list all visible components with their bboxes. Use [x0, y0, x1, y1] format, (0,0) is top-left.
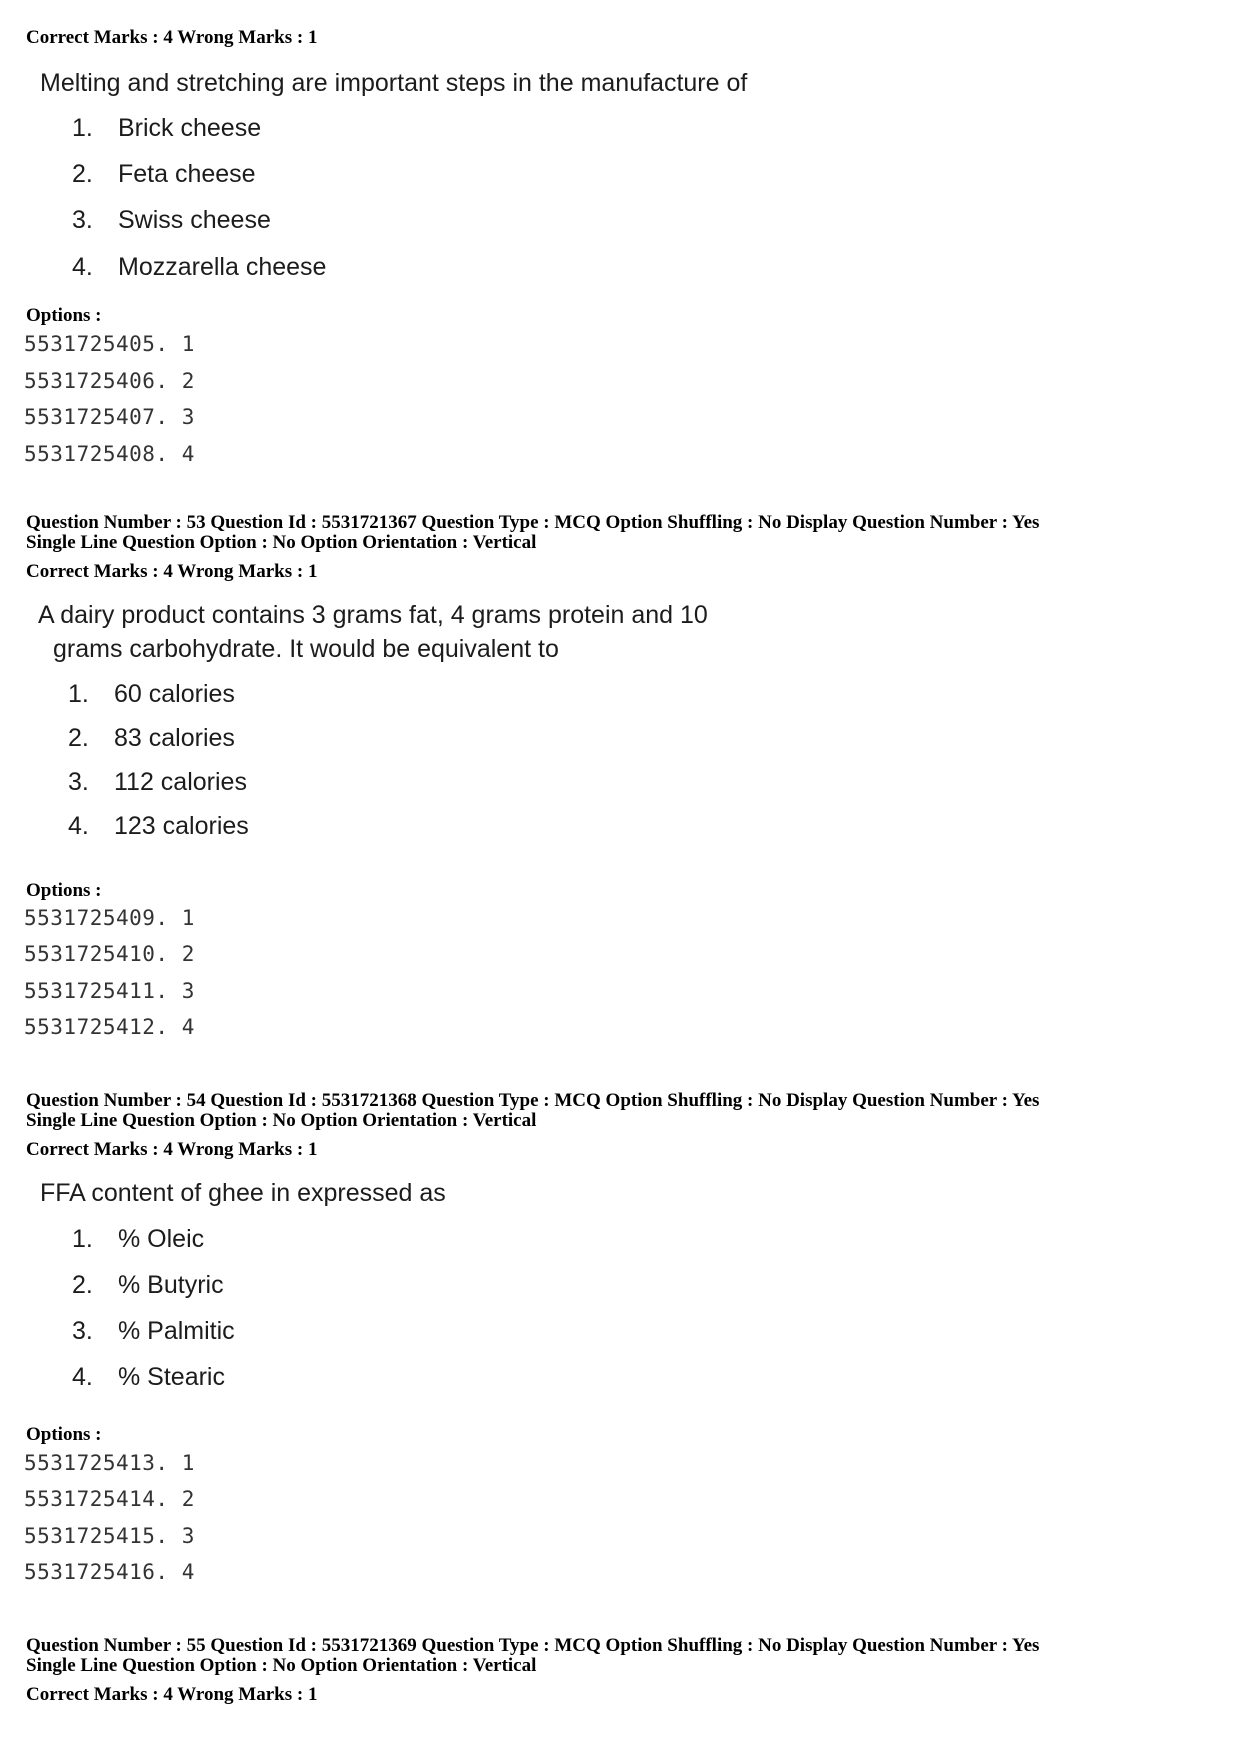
q52-choice-2: 2. Feta cheese — [72, 160, 256, 188]
q52-marks: Correct Marks : 4 Wrong Marks : 1 — [26, 27, 318, 48]
q54-header-line1: Question Number : 54 Question Id : 5531721368 Question Type : MCQ Option Shuffling : No Display Question Number : Yes — [26, 1090, 1040, 1111]
q52-choice-1: 1. Brick cheese — [72, 114, 262, 142]
q53-question-line1: A dairy product contains 3 grams fat, 4 grams protein and 10 — [38, 601, 708, 629]
q54-choice-1: 1. % Oleic — [72, 1225, 205, 1253]
q52-option-4: 5531725408. 4 — [24, 442, 195, 466]
q53-choice-1: 1. 60 calories — [68, 680, 235, 708]
q53-choice-2: 2. 83 calories — [68, 724, 235, 752]
q54-option-3: 5531725415. 3 — [24, 1524, 195, 1548]
q52-choice-4: 4. Mozzarella cheese — [72, 253, 327, 281]
q54-marks: Correct Marks : 4 Wrong Marks : 1 — [26, 1139, 318, 1160]
q53-question-image — [38, 598, 708, 666]
q52-option-1: 5531725405. 1 — [24, 332, 195, 356]
q53-choice-3: 3. 112 calories — [68, 768, 247, 796]
q53-header-line1: Question Number : 53 Question Id : 5531721367 Question Type : MCQ Option Shuffling : No Display Question Number : Yes — [26, 512, 1040, 533]
q52-choice-3: 3. Swiss cheese — [72, 206, 271, 234]
q53-options-label: Options : — [26, 880, 102, 901]
q52-question-image — [40, 66, 747, 100]
q55-marks: Correct Marks : 4 Wrong Marks : 1 — [26, 1684, 318, 1705]
q54-question-image — [40, 1176, 446, 1210]
q53-header-line2: Single Line Question Option : No Option Orientation : Vertical — [26, 532, 537, 553]
q54-choice-4: 4. % Stearic — [72, 1363, 225, 1391]
q54-choice-3: 3. % Palmitic — [72, 1317, 235, 1345]
q54-option-1: 5531725413. 1 — [24, 1451, 195, 1475]
q54-option-4: 5531725416. 4 — [24, 1560, 195, 1584]
q55-header-line2: Single Line Question Option : No Option Orientation : Vertical — [26, 1655, 537, 1676]
q54-question-text: FFA content of ghee in expressed as — [40, 1179, 446, 1207]
q53-option-3: 5531725411. 3 — [24, 979, 195, 1003]
q52-option-3: 5531725407. 3 — [24, 405, 195, 429]
q53-option-1: 5531725409. 1 — [24, 906, 195, 930]
q54-options-label: Options : — [26, 1424, 102, 1445]
q54-option-2: 5531725414. 2 — [24, 1487, 195, 1511]
q52-option-2: 5531725406. 2 — [24, 369, 195, 393]
q53-question-line2: grams carbohydrate. It would be equivalent to — [53, 635, 559, 663]
q52-options-label: Options : — [26, 305, 102, 326]
q55-header-line1: Question Number : 55 Question Id : 5531721369 Question Type : MCQ Option Shuffling : No Display Question Number : Yes — [26, 1635, 1040, 1656]
q54-choice-2: 2. % Butyric — [72, 1271, 224, 1299]
q54-header-line2: Single Line Question Option : No Option Orientation : Vertical — [26, 1110, 537, 1131]
q53-choice-4: 4. 123 calories — [68, 812, 249, 840]
q52-question-text: Melting and stretching are important steps in the manufacture of — [40, 69, 748, 97]
q53-option-4: 5531725412. 4 — [24, 1015, 195, 1039]
q53-option-2: 5531725410. 2 — [24, 942, 195, 966]
q53-marks: Correct Marks : 4 Wrong Marks : 1 — [26, 561, 318, 582]
